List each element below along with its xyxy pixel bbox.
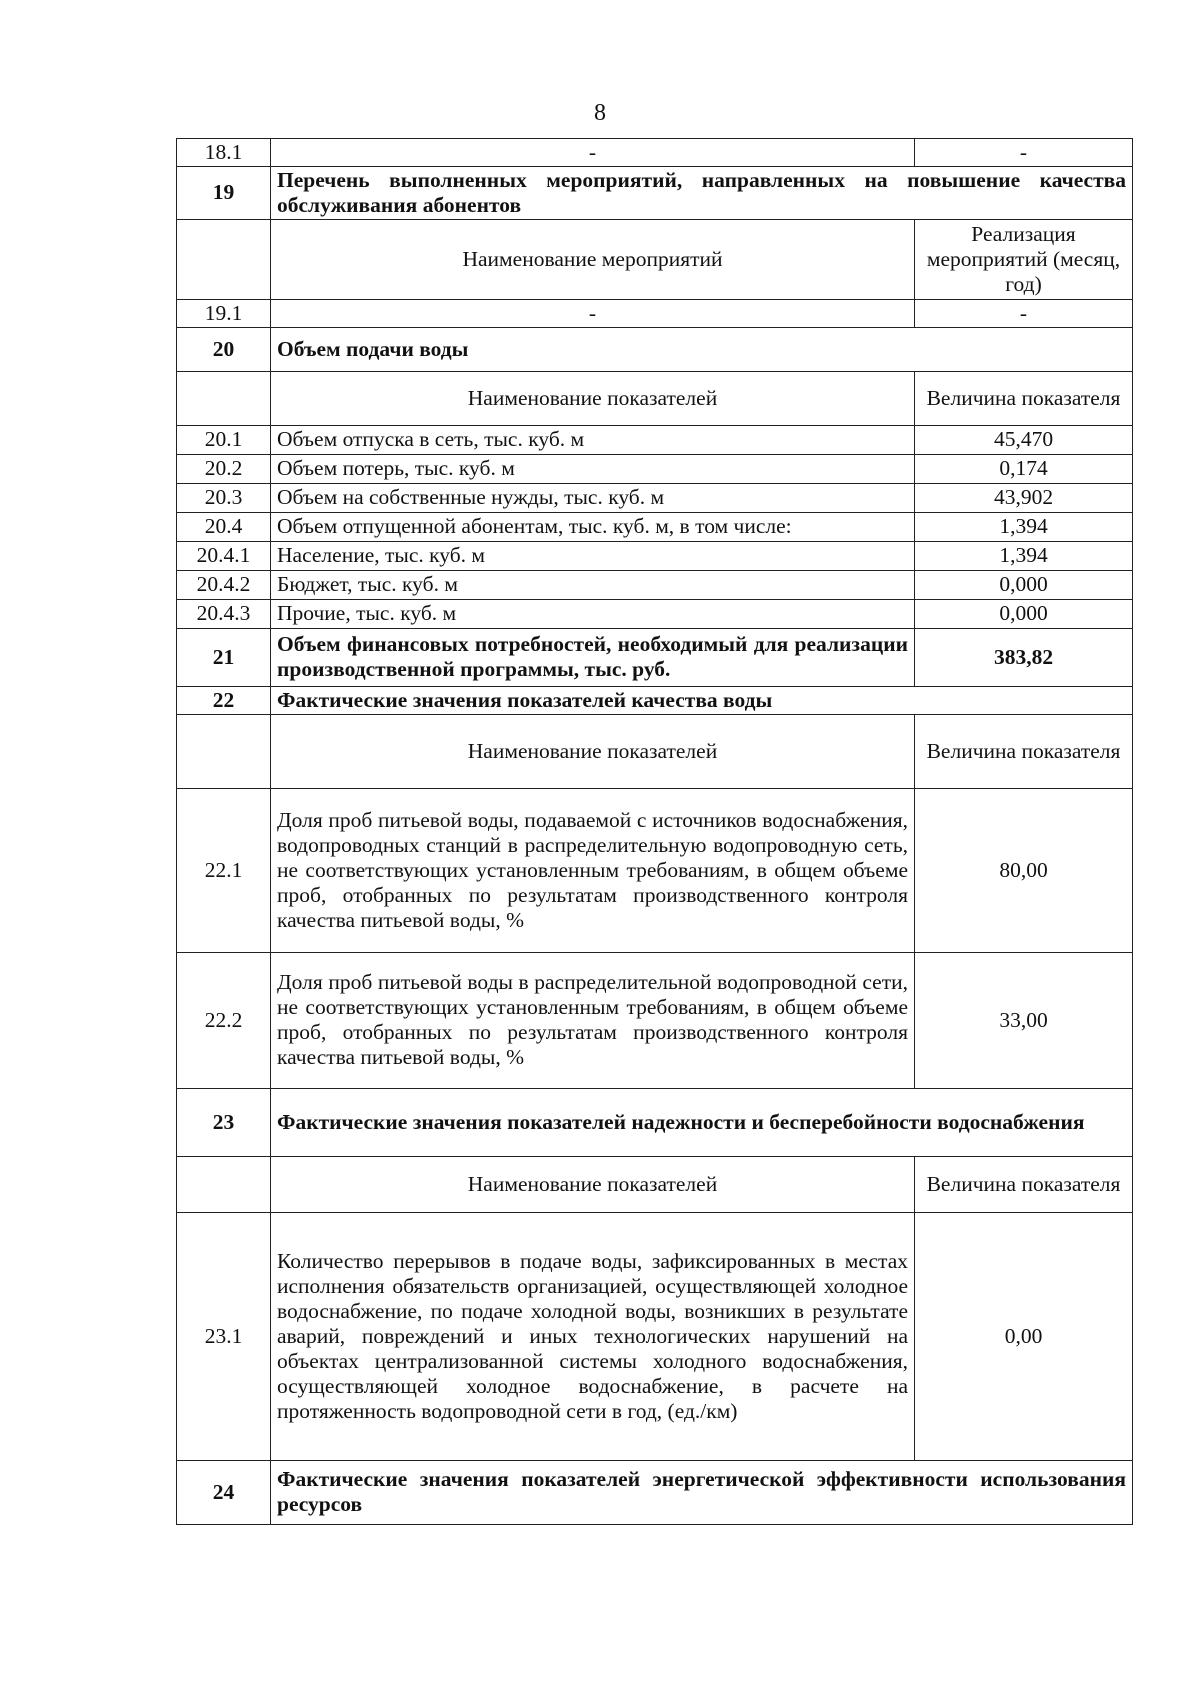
row-value: 80,00 [915,788,1133,952]
row-name: Доля проб питьевой воды в распределительной водопроводной сети, не соответствующих установленным требованиям, в общем объеме проб, отобранных по результатам производственного контроля качества питьевой воды, % [271,952,915,1088]
section-number: 24 [177,1460,271,1524]
row-number: 20.3 [177,483,271,512]
row-number: 20.4.1 [177,541,271,570]
section-number: 19 [177,166,271,219]
row-value: 1,394 [915,541,1133,570]
empty-cell [177,714,271,788]
column-header-value: Величина показателя [915,714,1133,788]
row-value: 33,00 [915,952,1133,1088]
row-name: - [271,139,915,167]
row-number: 20.4.2 [177,570,271,599]
section-number: 22 [177,686,271,714]
row-value: 0,00 [915,1212,1133,1460]
section-title: Фактические значения показателей качества воды [271,686,1133,714]
row-name: Население, тыс. куб. м [271,541,915,570]
section-title: Объем подачи воды [271,327,1133,371]
table-row [177,139,1133,167]
row-value: 0,000 [915,570,1133,599]
row-value: 43,902 [915,483,1133,512]
row-number: 18.1 [177,139,271,167]
column-header-name: Наименование показателей [271,1156,915,1212]
table-row [177,952,1133,1088]
row-value: 1,394 [915,512,1133,541]
table-row [177,599,1133,628]
row-name: Объем на собственные нужды, тыс. куб. м [271,483,915,512]
row-number: 19.1 [177,299,271,327]
row-name: Доля проб питьевой воды, подаваемой с источников водоснабжения, водопроводных станций в распределительную водопроводную сеть, не соответствующих установленным требованиям, в общем объеме проб, отобранных по результатам производственного контроля качества питьевой воды, % [271,788,915,952]
section-value: 383,82 [915,628,1133,686]
section-title: Фактические значения показателей энергетической эффективности использования ресурсов [271,1460,1133,1524]
section-row [177,1460,1133,1524]
section-number: 21 [177,628,271,686]
column-header-row [177,371,1133,425]
row-number: 20.2 [177,454,271,483]
row-value: - [915,139,1133,167]
table-row [177,1212,1133,1460]
section-row [177,327,1133,371]
table-row [177,425,1133,454]
row-number: 20.1 [177,425,271,454]
section-row [177,166,1133,219]
row-name: Объем потерь, тыс. куб. м [271,454,915,483]
table-row [177,454,1133,483]
empty-cell [177,371,271,425]
row-number: 22.1 [177,788,271,952]
column-header-row [177,219,1133,299]
column-header-value: Величина показателя [915,1156,1133,1212]
row-value: 0,174 [915,454,1133,483]
row-value: 0,000 [915,599,1133,628]
table-row [177,512,1133,541]
column-header-name: Наименование показателей [271,371,915,425]
row-name: Прочие, тыс. куб. м [271,599,915,628]
row-name: Бюджет, тыс. куб. м [271,570,915,599]
column-header-row [177,1156,1133,1212]
row-name: - [271,299,915,327]
table-row [177,541,1133,570]
indicators-table [176,138,1133,1525]
column-header-name: Наименование показателей [271,714,915,788]
page-number: 8 [594,100,606,126]
row-number: 20.4 [177,512,271,541]
section-row [177,628,1133,686]
section-number: 23 [177,1088,271,1156]
row-value: - [915,299,1133,327]
column-header-name: Наименование мероприятий [271,219,915,299]
row-number: 23.1 [177,1212,271,1460]
section-title: Объем финансовых потребностей, необходимый для реализации производственной программы, тыс. руб. [271,628,915,686]
row-name: Объем отпуска в сеть, тыс. куб. м [271,425,915,454]
row-number: 22.2 [177,952,271,1088]
row-value: 45,470 [915,425,1133,454]
column-header-value: Реализация мероприятий (месяц, год) [915,219,1133,299]
empty-cell [177,1156,271,1212]
row-name: Количество перерывов в подаче воды, зафиксированных в местах исполнения обязательств организацией, осуществляющей холодное водоснабжение, по подаче холодной воды, возникших в результате аварий, повреждений и иных технологических нарушений на объектах централизованной системы холодного водоснабжения, осуществляющей холодное водоснабжение, в расчете на протяженность водопроводной сети в год, (ед./км) [271,1212,915,1460]
table-row [177,483,1133,512]
row-name: Объем отпущенной абонентам, тыс. куб. м, в том числе: [271,512,915,541]
section-title: Перечень выполненных мероприятий, направленных на повышение качества обслуживания абонентов [271,166,1133,219]
column-header-value: Величина показателя [915,371,1133,425]
section-row [177,1088,1133,1156]
column-header-row [177,714,1133,788]
table-row [177,570,1133,599]
section-title: Фактические значения показателей надежности и бесперебойности водоснабжения [271,1088,1133,1156]
section-row [177,686,1133,714]
row-number: 20.4.3 [177,599,271,628]
table-row [177,299,1133,327]
table-row [177,788,1133,952]
empty-cell [177,219,271,299]
section-number: 20 [177,327,271,371]
